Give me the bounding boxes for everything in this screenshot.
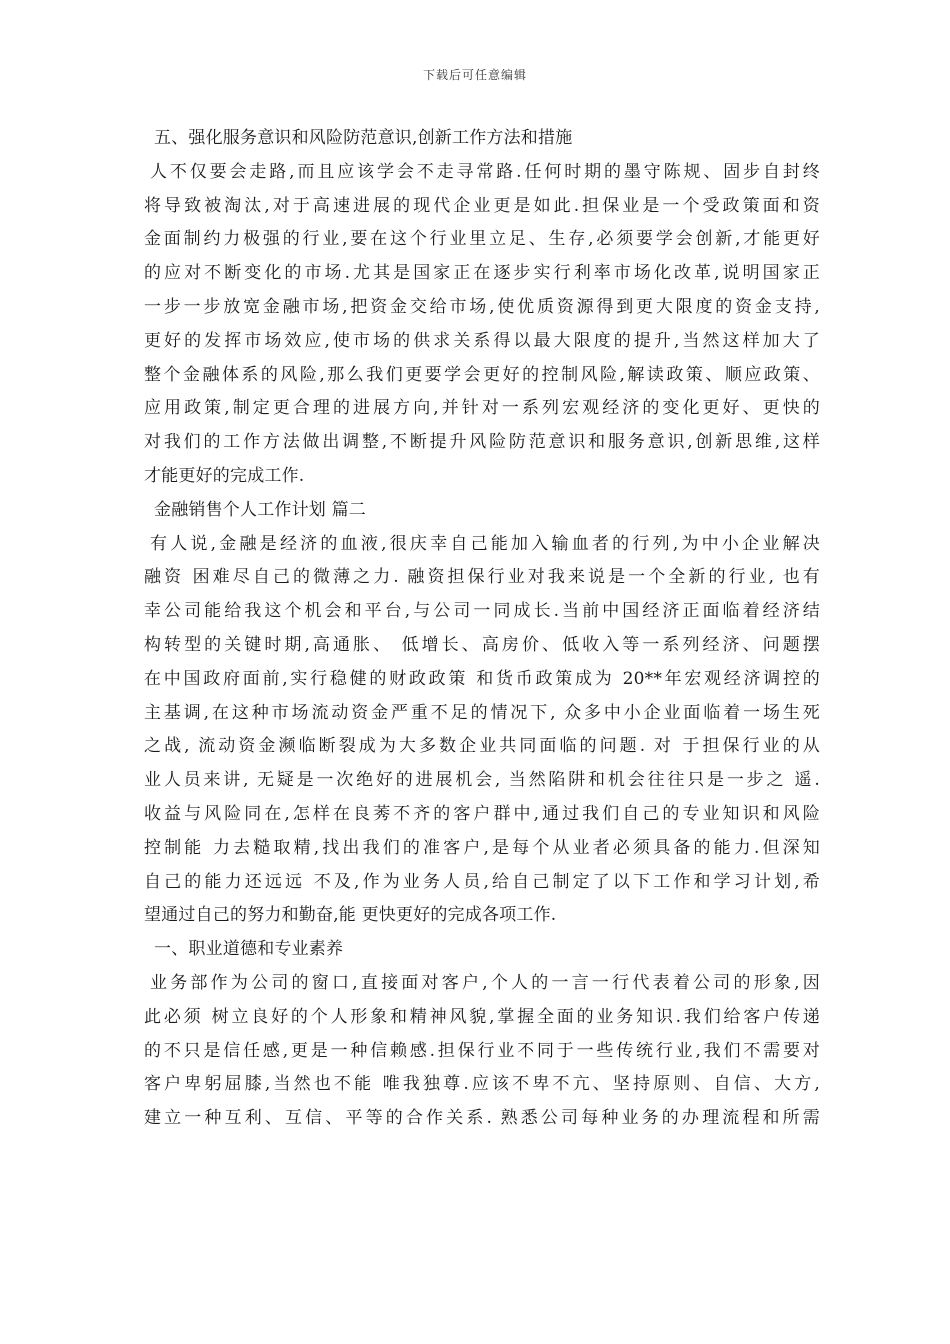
text-line: 将导致被淘汰,对于高速进展的现代企业更是如此.担保业是一个受政策面和资 — [144, 195, 820, 216]
text-line: 幸公司能给我这个机会和平台,与公司一同成长.当前中国经济正面临着经济结 — [144, 601, 820, 622]
text-line: 构转型的关键时期,高通胀、 低增长、高房价、低收入等一系列经济、问题摆 — [144, 634, 820, 655]
text-line: 客户卑躬屈膝,当然也不能 唯我独尊.应该不卑不亢、坚持原则、自信、大方, — [144, 1074, 820, 1095]
text-line: 金面制约力极强的行业,要在这个行业里立足、生存,必须要学会创新,才能更好 — [144, 229, 820, 250]
text-line: 望通过自己的努力和勤奋,能 更快更好的完成各项工作. — [144, 905, 557, 926]
text-line: 人不仅要会走路,而且应该学会不走寻常路.任何时期的墨守陈规、固步自封终 — [150, 161, 820, 182]
text-line: 的不只是信任感,更是一种信赖感.担保行业不同于一些传统行业,我们不需要对 — [144, 1040, 820, 1061]
text-line: 此必须 树立良好的个人形象和精神风貌,掌握全面的业务知识.我们给客户传递 — [144, 1006, 820, 1027]
text-line: 业务部作为公司的窗口,直接面对客户,个人的一言一行代表着公司的形象,因 — [150, 972, 820, 993]
section-heading: 一、职业道德和专业素养 — [154, 939, 344, 960]
text-line: 控制能 力去糙取精,找出我们的准客户,是每个从业者必须具备的能力.但深知 — [144, 837, 820, 858]
text-line: 建立一种互利、互信、平等的合作关系. 熟悉公司每种业务的办理流程和所需 — [144, 1108, 820, 1129]
page-header: 下载后可任意编辑 — [422, 68, 527, 82]
document-body — [144, 122, 820, 1136]
text-line: 收益与风险同在,怎样在良莠不齐的客户群中,通过我们自己的专业知识和风险 — [144, 803, 820, 824]
text-line: 主基调,在这种市场流动资金严重不足的情况下, 众多中小企业面临着一场生死 — [144, 702, 820, 723]
text-line: 整个金融体系的风险,那么我们更要学会更好的控制风险,解读政策、顺应政策、 — [144, 364, 820, 385]
text-line: 一步一步放宽金融市场,把资金交给市场,使优质资源得到更大限度的资金支持, — [144, 296, 820, 317]
text-line: 对我们的工作方法做出调整,不断提升风险防范意识和服务意识,创新思维,这样 — [144, 432, 820, 453]
text-line: 融资 困难尽自己的微薄之力. 融资担保行业对我来说是一个全新的行业, 也有 — [144, 567, 820, 588]
text-line: 在中国政府面前,实行稳健的财政政策 和货币政策成为 20**年宏观经济调控的 — [144, 668, 820, 689]
text-line: 的应对不断变化的市场.尤其是国家正在逐步实行利率市场化改革,说明国家正 — [144, 263, 820, 284]
text-line: 才能更好的完成工作. — [144, 465, 305, 486]
text-line: 有人说,金融是经济的血液,很庆幸自己能加入输血者的行列,为中小企业解决 — [150, 533, 820, 554]
text-line: 应用政策,制定更合理的进展方向,并针对一系列宏观经济的变化更好、更快的 — [144, 398, 820, 419]
text-line: 业人员来讲, 无疑是一次绝好的进展机会, 当然陷阱和机会往往只是一步之 遥. — [144, 770, 820, 791]
text-line: 自己的能力还远远 不及,作为业务人员,给自己制定了以下工作和学习计划,希 — [144, 871, 820, 892]
section-heading: 五、强化服务意识和风险防范意识,创新工作方法和措施 — [154, 128, 573, 148]
text-line: 之战, 流动资金濒临断裂成为大多数企业共同面临的问题. 对 于担保行业的从 — [144, 736, 820, 757]
section-heading: 金融销售个人工作计划 篇二 — [154, 499, 367, 520]
text-line: 更好的发挥市场效应,使市场的供求关系得以最大限度的提升,当然这样加大了 — [144, 330, 820, 351]
